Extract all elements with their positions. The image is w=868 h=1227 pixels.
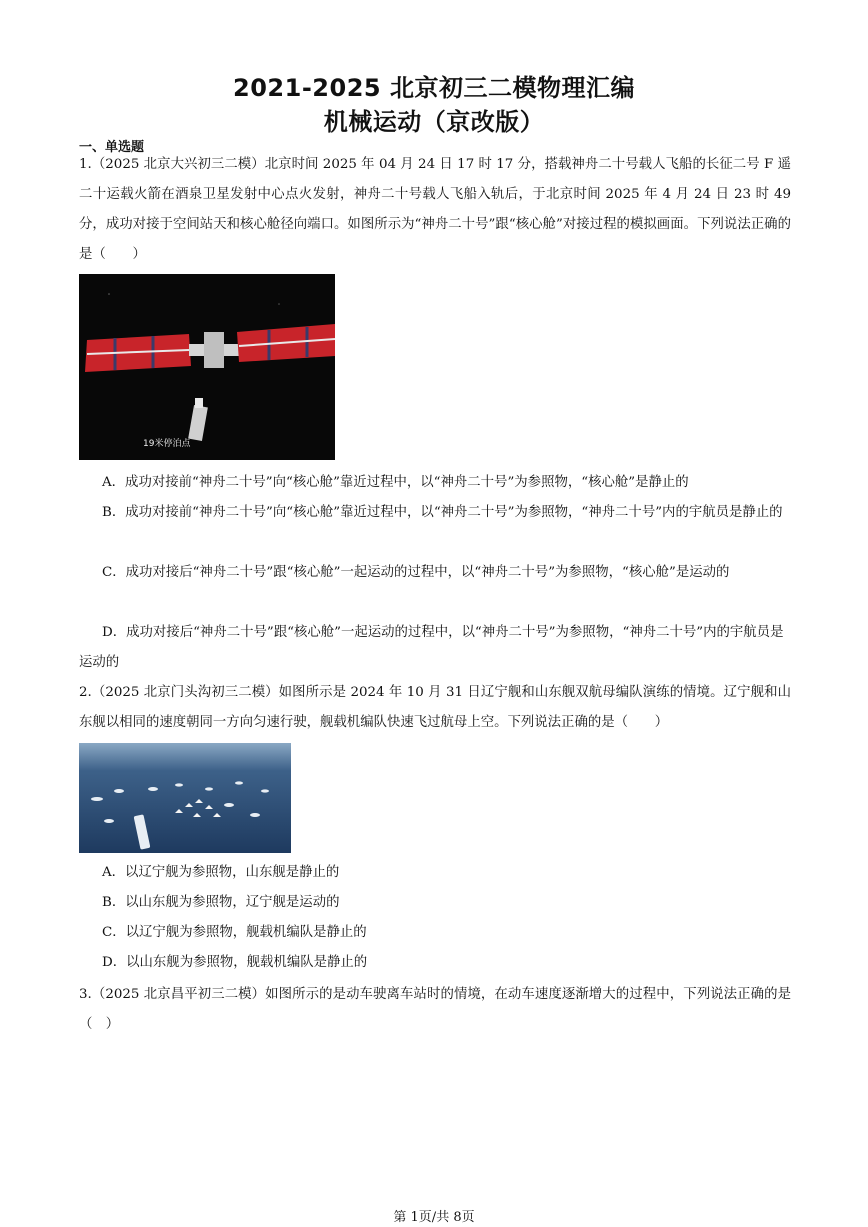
q1-space-station-image xyxy=(79,274,335,460)
q1-image-caption: 19米停泊点 xyxy=(143,439,191,449)
q2-option-c: C．以辽宁舰为参照物，舰载机编队是静止的 xyxy=(102,925,367,940)
q1-option-c: C．成功对接后“神舟二十号”跟“核心舱”一起运动的过程中，以“神舟二十号”为参照物，“核心舱”是运动的 xyxy=(102,565,730,580)
doc-title-line2: 机械运动（京改版） xyxy=(323,108,545,136)
q2-option-b: B．以山东舰为参照物，辽宁舰是运动的 xyxy=(102,895,340,910)
q1-option-d: D．成功对接后“神舟二十号”跟“核心舱”一起运动的过程中，以“神舟二十号”为参照物，“神舟二十号”内的宇航员是运动的 xyxy=(79,625,784,670)
q2-stem: 2.（2025 北京门头沟初三二模）如图所示是 2024 年 10 月 31 日辽宁舰和山东舰双航母编队演练的情境。辽宁舰和山东舰以相同的速度朝同一方向匀速行驶，舰载机编队快速飞过航母上空。下列说法正确的是（ ） xyxy=(79,685,791,730)
q1-option-a: A．成功对接前“神舟二十号”向“核心舱”靠近过程中，以“神舟二十号”为参照物，“核心舱”是静止的 xyxy=(102,475,689,490)
q2-option-a: A．以辽宁舰为参照物，山东舰是静止的 xyxy=(102,865,340,880)
q2-fleet-image xyxy=(79,743,291,853)
q1-option-b: B．成功对接前“神舟二十号”向“核心舱”靠近过程中，以“神舟二十号”为参照物，“神舟二十号”内的宇航员是静止的 xyxy=(102,505,783,520)
doc-title-line1: 2021-2025 北京初三二模物理汇编 xyxy=(233,74,635,102)
page-footer: 第 1页/共 8页 xyxy=(393,1210,475,1225)
section-heading: 一、单选题 xyxy=(79,140,145,155)
q2-option-d: D．以山东舰为参照物，舰载机编队是静止的 xyxy=(102,955,368,970)
q1-stem: 1.（2025 北京大兴初三二模）北京时间 2025 年 04 月 24 日 17 时 17 分，搭载神舟二十号载人飞船的长征二号 F 遥二十运载火箭在酒泉卫星发射中心点火发射，神舟二十号载人飞船入轨后，于北京时间 2025 年 4 月 24 日 23 时 49 分，成功对接于空间站天和核心舱径向端口。如图所示为“神舟二十号”跟“核心舱”对接过程的模拟画面。下列说法正确的是（ ） xyxy=(79,157,791,262)
q3-stem: 3.（2025 北京昌平初三二模）如图所示的是动车驶离车站时的情境，在动车速度逐渐增大的过程中，下列说法正确的是（ ） xyxy=(79,987,791,1032)
